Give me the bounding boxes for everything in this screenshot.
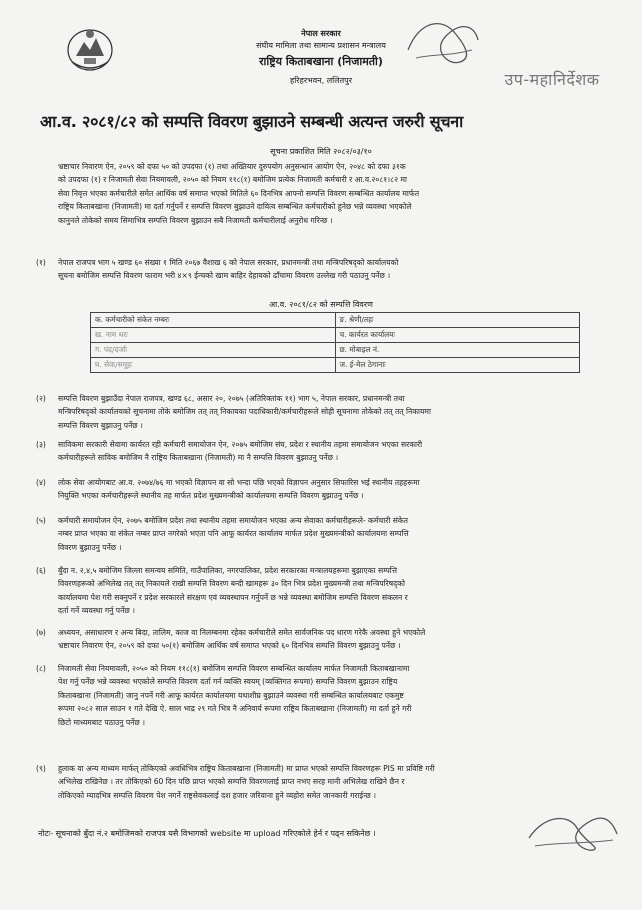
office-name: राष्ट्रिय किताबखाना (निजामती) [259,55,383,68]
item-line: साविकमा सरकारी सेवामा कार्यरत रही कर्मचारी समायोजन ऐन, २०७५ बमोजिम संघ, प्रदेश र स्थानीय तहमा समायोजन भएका सरकारी [58,440,423,449]
item-line: कर्मचारीहरूले साविक बमोजिम नै राष्ट्रिय किताबखाना (निजामती) मा नै सम्पत्ति विवरण बुझाउनु पर्नेछ । [58,453,339,463]
intro-line: राष्ट्रिय किताबखाना (निजामती) मा दर्ता गर्नुपर्ने र सम्पत्ति विवरण बुझाउने दायित्व सम्बन्धित कर्मचारीको हुनेछ भन्ने व्यवस्था भएकोले [58,202,412,212]
item-number: (१) [36,258,46,267]
intro-line: कानुनले तोकेको समय सिमाभित्र सम्पत्ति विवरण बुझाउन सबै निजामती कर्मचारीलाई अनुरोध गरिन्छ । [58,215,333,225]
notice-title: आ.व. २०८१/८२ को सम्पत्ति विवरण बुझाउने सम्बन्धी अत्यन्त जरुरी सूचना [40,112,464,131]
item-line: सूचना बमोजिम सम्पत्ति विवरण फाराम भरी ४×९ ईन्चको खाम बाहिर देहायको ढाँचामा विवरण उल्लेख गरी पठाउनु पर्नेछ । [58,271,391,281]
footer-note: नोटः- सूचनाको बुँदा नं.२ बमोजिमको राजपत्र यसै विभागको website मा upload गरिएकोले हेर्न र पढ्न सकिनेछ । [38,829,376,838]
item-line: अभिलेख राखिनेछ । तर तोकिएको 60 दिन पछि प्राप्त भएको सम्पत्ति विवरणलाई प्राप्त नभए सरह मानी अभिलेख राखिने छैन र [58,777,405,787]
item-line: मन्त्रिपरिषद्को कार्यालयको सूचनामा तोके बमोजिम तत् तत् निकायका पदाधिकारी/कर्मचारीहरूले सोही सूचनामा तोकेको तत् तत् निकायमा [58,407,431,417]
item-number: (८) [36,664,46,673]
item-line: किताबखाना (निजामती) जानु नपर्ने गरी आफू कार्यरत कार्यालयमा यथाशीघ्र बुझाउने व्यवस्था गरी सम्बन्धित कार्यालयबाट एकमुष्ट [58,690,404,700]
table-row [91,313,580,328]
item-line: नियुक्ति भएका कर्मचारीहरूले स्थानीय तह मार्फत प्रदेश मुख्यमन्त्रीको कार्यालयमा सम्पत्ति विवरण बुझाउनु पर्नेछ । [58,491,364,501]
item-line: विवरणहरूको अभिलेख तत् तत् निकायले राखी सम्पत्ति विवरण बन्दी खामहरू ३० दिन भित्र प्रदेश मुख्यमन्त्री तथा मन्त्रिपरिषद्को [58,579,405,589]
item-line: सम्पत्ति विवरण बुझाउँदा नेपाल राजपत्र, खण्ड ६८, असार २०, २०७५ (अतिरिक्तांक ११) भाग ५, नेपाल सरकार, प्रधानमन्त्री तथा [58,394,405,403]
table-row [91,328,580,343]
item-number: (६) [36,566,46,575]
intro-line: सेवा निवृत्त भएका कर्मचारीले समेत आर्थिक वर्ष समाप्त भएको मितिले ६० दिनभित्र आफ्नो सम्पत्ति विवरण सम्बन्धित कार्यालय मार्फत [58,188,420,198]
item-line: निजामती सेवा नियमावली, २०५० को नियम ११८(१) बमोजिम सम्पत्ति विवरण सम्बन्धित कार्यालय मार्फत निजामती किताबखानामा [58,664,410,673]
intro-paragraph [58,160,603,227]
item-line: छिटो माध्यमबाट पठाउनु पर्नेछ । [58,717,145,727]
form-cell: घ. सेवा/समूहः [91,358,336,373]
item-number: (७) [36,628,46,637]
item-line: पेश गर्नु पर्नेछ भन्ने व्यवस्था भएकोले सम्पत्ति विवरण दर्ता गर्न व्यक्ति स्वयम् (व्यक्तिगत रूपमा) सम्पत्ति विवरण बुझाउन राष्ट्रिय [58,677,398,687]
form-cell: च. कार्यरत कार्यालयः [335,328,580,343]
office-address: हरिहरभवन, ललितपुर [289,76,352,85]
item-line: कर्मचारी समायोजन ऐन, २०७५ बमोजिम प्रदेश तथा स्थानीय तहमा समायोजन भएका अन्य सेवाका कर्मचारीहरूले- कर्मचारी संकेत [58,516,408,525]
table-row [91,343,580,358]
item-line: हुलाक वा अन्य माध्यम मार्फत् तोकिएको अवधिभित्र राष्ट्रिय किताबखाना (निजामती) मा प्राप्त भएको सम्पत्ति विवरणहरू PIS मा प्रविष्टि गरी [58,764,435,773]
form-cell: ज. ई-मेल ठेगानाः [335,358,580,373]
form-cell: ङ. श्रेणी/तहः [335,313,580,328]
item-line: रूपमा २०८२ साल साउन १ गते देखि ऐ. साल भाद्र २९ गते भित्र नै अनिवार्य रूपमा राष्ट्रिय किताबखाना (निजामती) मा दर्ता हुने गरी [58,704,412,714]
government-name: नेपाल सरकार [301,29,341,38]
intro-line: को उपदफा (१) र निजामती सेवा नियमावली, २०५० को नियम ११८(१) बमोजिम प्रत्येक निजामती कर्मचारी र आ.व.२०८१।८२ मा [58,175,407,185]
form-cell: छ. मोबाइल नं. [335,343,580,358]
form-cell: ग. पद/दर्जाः [91,343,336,358]
item-number: (४) [36,478,46,487]
item-number: (५) [36,516,46,525]
item-line: लोक सेवा आयोगबाट आ.व. २०७४/७६ मा भएको विज्ञापन वा सो भन्दा पछि भएको विज्ञापन अनुसार सिफारिस भई स्थानीय तहहरूमा [58,478,420,487]
form-title: आ.व. २०८१/८२ को सम्पत्ति विवरण [269,300,373,309]
asset-form-table [90,312,580,373]
item-number: (२) [36,394,46,403]
item-line: तोकिएको म्यादभित्र सम्पत्ति विवरण पेश नगर्ने राष्ट्रसेवकलाई दश हजार जरिवाना हुने व्यहोरा समेत जानकारी गराईन्छ । [58,790,376,800]
form-cell: ख. नाम थरः [91,328,336,343]
table-row [91,358,580,373]
item-line: बुँदा न. २,४,५ बमोजिम जिल्ला समन्वय समिति, गाउँपालिका, नगरपालिका, प्रदेश सरकारका मन्त्रालयहरूमा बुझाएका सम्पत्ति [58,566,398,575]
item-line: सम्पत्ति विवरण बुझाउनु पर्नेछ । [58,420,143,430]
item-number: (३) [36,440,46,449]
designation-stamp: उप-महानिर्देशक [504,70,600,89]
item-line: कार्यालयमा पेश गरी सक्नुपर्ने र प्रदेश सरकारले संरक्षण एवं व्यवस्थापन गर्नुपर्ने छ भन्ने व्यवस्था बमोजिम सम्पत्ति विवरण संकलन र [58,592,408,602]
item-line: नेपाल राजपत्र भाग ५ खण्ड ६० संख्या १ मिति २०६७ वैशाख ६ को नेपाल सरकार, प्रधानमन्त्री तथा मन्त्रिपरिषद्को कार्यालयको [58,258,399,267]
ministry-name: संघीय मामिला तथा सामान्य प्रशासन मन्त्रालय [256,41,386,50]
signature-icon [525,808,620,853]
item-line: नम्बर प्राप्त भएका वा संकेत नम्बर प्राप्त नगरेको भएता पनि आफू कार्यरत कार्यालय मार्फत प्रदेश मुख्यमन्त्रीको कार्यालयमा सम्पत्ति [58,529,409,539]
item-number: (९) [36,764,46,773]
form-cell: क. कर्मचारीको संकेत नम्बरः [91,313,336,328]
item-line: दर्ता गर्ने व्यवस्था गर्नु पर्नेछ । [58,606,135,616]
item-line: विवरण बुझाउनु पर्नेछ । [58,542,122,552]
publish-date: सूचना प्रकाशित मिति २०८२/०३/१० [270,147,372,156]
item-line: अध्ययन, असाधारण र अन्य बिदा, तालिम, काज वा निलम्बनमा रहेका कर्मचारीले समेत सार्वजनिक पद धारण गरेकै अवस्था हुने भएकोले [58,628,426,637]
item-line: भ्रष्टाचार निवारण ऐन, २०५९ को दफा ५०(१) बमोजिम आर्थिक वर्ष समाप्त भएको ६० दिनभित्र सम्पत्ति विवरण बुझाउनु पर्नेछ । [58,641,401,651]
intro-line: भ्रष्टाचार निवारण ऐन, २०५९ को दफा ५० को उपदफा (१) तथा अख्तियार दुरुपयोग अनुसन्धान आयोग ऐन, २०४८ को दफा ३१क [58,162,406,171]
signature-icon [402,10,482,70]
